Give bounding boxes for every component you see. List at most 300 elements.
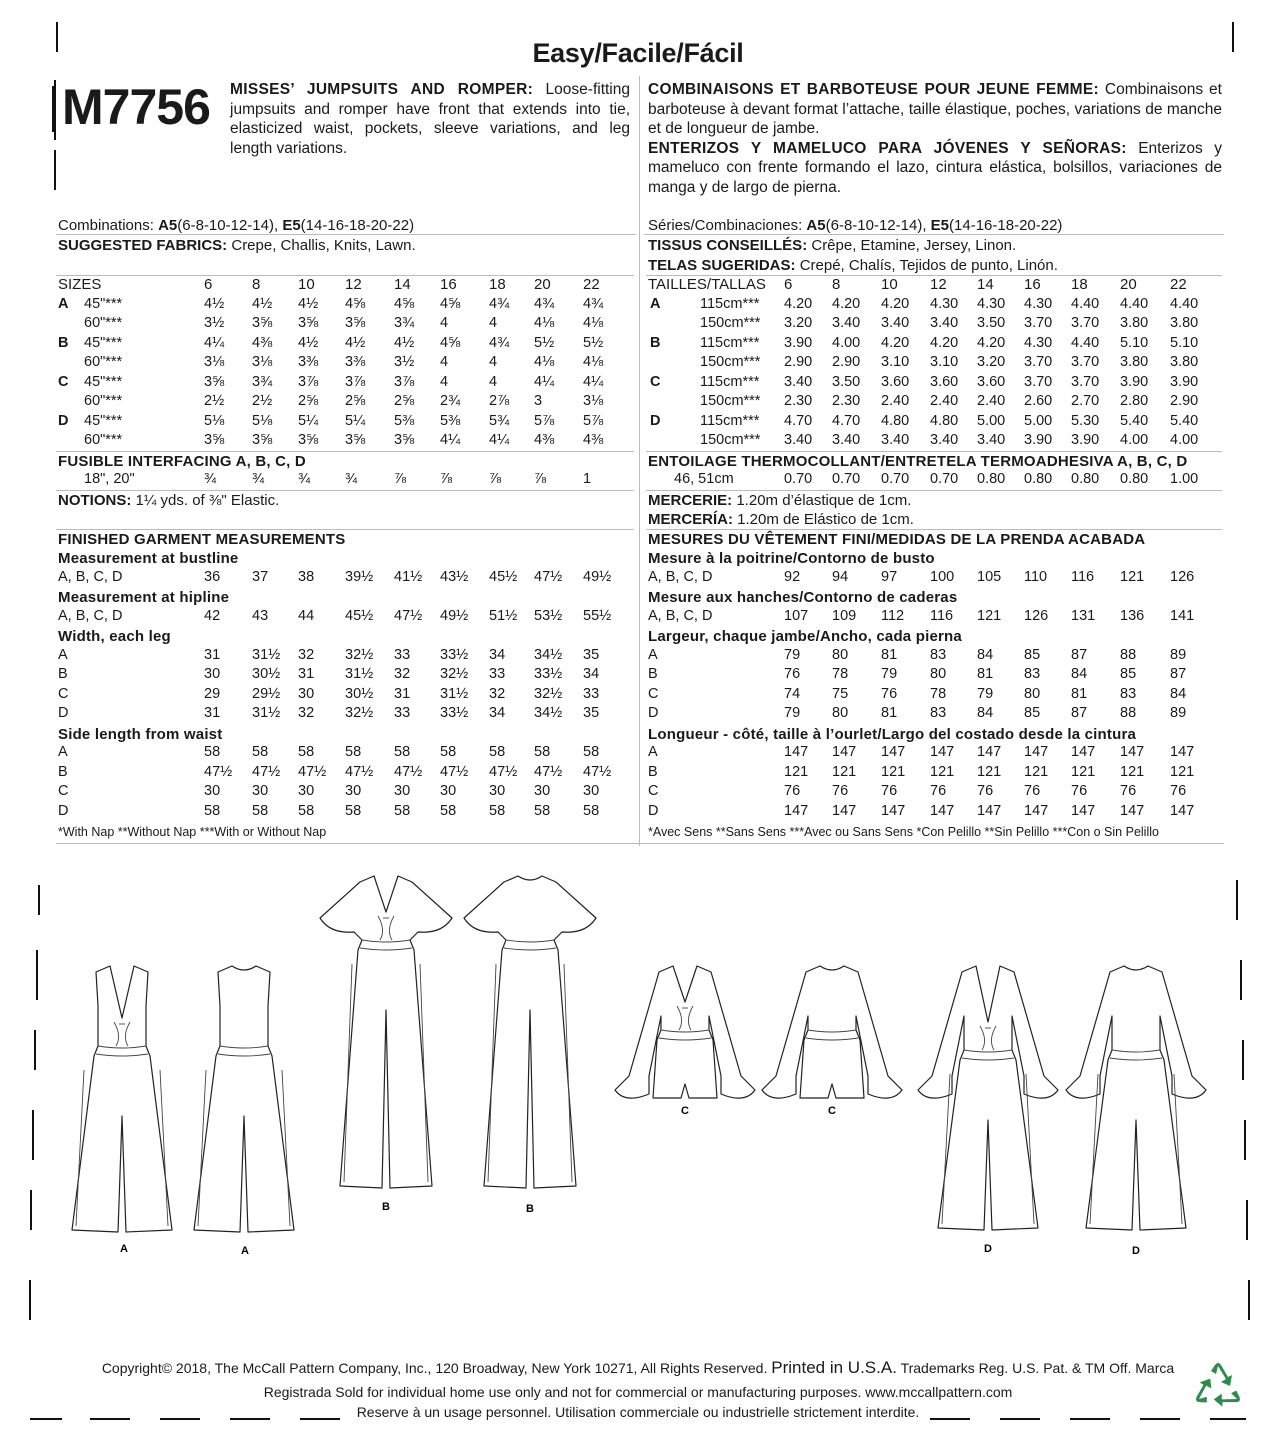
cell-value: 3.90: [1071, 432, 1100, 448]
cell-value: 78: [832, 666, 849, 682]
size-heading: 18: [1071, 276, 1088, 293]
cell-value: 3⅞: [394, 373, 415, 390]
cell-value: 3.50: [977, 315, 1006, 331]
cell-value: 2.40: [930, 393, 959, 409]
fabric-width: 60"***: [84, 354, 123, 370]
size-heading: 16: [1024, 276, 1041, 293]
sizes-label: TAILLES/TALLAS: [648, 276, 766, 293]
cell-value: 35: [583, 705, 600, 721]
cell-value: 3.60: [977, 373, 1006, 390]
cell-value: 147: [977, 744, 1002, 760]
cell-value: 83: [1120, 685, 1137, 702]
leg-width-row: [648, 705, 1224, 725]
cell-value: 147: [1170, 802, 1195, 819]
cell-value: 4¼: [489, 432, 510, 448]
cell-value: 3.70: [1024, 354, 1053, 370]
cell-value: 58: [252, 744, 269, 760]
yardage-row: [58, 432, 636, 452]
cell-value: 45½: [489, 568, 518, 585]
cell-value: 4.20: [930, 334, 959, 351]
cell-value: 3⅝: [204, 432, 225, 448]
cell-value: 81: [881, 705, 898, 721]
cell-value: 58: [489, 802, 506, 819]
yardage-row: [648, 432, 1224, 452]
cell-value: 76: [784, 783, 801, 799]
cell-value: 5.40: [1170, 412, 1199, 429]
cell-value: 4½: [298, 334, 319, 351]
cell-value: 34½: [534, 705, 563, 721]
cell-value: 43: [252, 607, 269, 624]
cell-value: 4.30: [977, 295, 1006, 312]
garment-outline: [320, 876, 452, 1188]
cell-value: 58: [534, 744, 551, 760]
cell-value: 3.70: [1024, 373, 1053, 390]
cell-value: 3.40: [930, 315, 959, 331]
cell-value: 47½: [298, 763, 327, 780]
cell-value: 126: [1024, 607, 1049, 624]
cell-value: 105: [977, 568, 1002, 585]
size-heading: 10: [298, 276, 315, 293]
fabric-width: A, B, C, D: [58, 568, 123, 585]
usage-line: Registrada Sold for individual home use only and not for commercial or manufacturing purposes. www.mccallpattern.com: [263, 1384, 1013, 1400]
cell-value: 84: [977, 705, 994, 721]
cell-value: 4.00: [832, 334, 861, 351]
side-length-row: [58, 744, 636, 764]
cell-value: 131: [1071, 607, 1096, 624]
cell-value: 55½: [583, 607, 612, 624]
cell-value: 34: [489, 646, 506, 663]
cell-value: 2⅝: [298, 393, 319, 409]
cell-value: 4.20: [881, 295, 910, 312]
cell-value: 4½: [204, 295, 225, 312]
cell-value: 30½: [345, 685, 374, 702]
cell-value: 58: [440, 744, 457, 760]
cell-value: 43½: [440, 568, 469, 585]
cell-value: 4⅝: [440, 295, 461, 312]
cell-value: ¾: [298, 471, 311, 487]
cell-value: 4⅜: [534, 432, 555, 448]
view-letter: D: [58, 412, 69, 429]
cell-value: 31½: [252, 646, 281, 663]
cell-value: 5¼: [345, 412, 366, 429]
cell-value: 5¼: [298, 412, 319, 429]
cell-value: 83: [930, 646, 947, 663]
cell-value: 53½: [534, 607, 563, 624]
finished-measurements-heading: FINISHED GARMENT MEASUREMENTS: [58, 530, 346, 548]
leg-width-heading: Largeur, chaque jambe/Ancho, cada pierna: [648, 628, 962, 645]
garment-outline: [72, 966, 172, 1232]
cell-value: 87: [1071, 646, 1088, 663]
fabric-width: 45"***: [84, 334, 123, 351]
cell-value: 121: [1120, 763, 1145, 780]
merceria-value: 1.20m de Elástico de 1cm.: [733, 511, 914, 528]
cell-value: 84: [1170, 685, 1187, 702]
cell-value: 35: [583, 646, 600, 663]
sizes-header: [648, 276, 1224, 296]
cell-value: 44: [298, 607, 315, 624]
fabric-width: 115cm***: [700, 295, 760, 312]
cell-value: 78: [930, 685, 947, 702]
cell-value: 147: [1120, 744, 1145, 760]
cell-value: 147: [1120, 802, 1145, 819]
cell-value: 81: [881, 646, 898, 663]
fabric-width: D: [648, 705, 659, 721]
cell-value: 3⅜: [298, 354, 319, 370]
cell-value: 3: [534, 393, 543, 409]
cell-value: 4.40: [1071, 334, 1100, 351]
view-letter: B: [650, 334, 661, 351]
cell-value: 2.70: [1071, 393, 1100, 409]
cell-value: 100: [930, 568, 955, 585]
cell-value: 4.40: [1071, 295, 1100, 312]
cell-value: ⅞: [440, 471, 453, 487]
cell-value: 5⅞: [583, 412, 604, 429]
recycle-arrow: [1213, 1383, 1243, 1410]
cell-value: 89: [1170, 646, 1187, 663]
cell-value: 3.20: [784, 315, 813, 331]
cell-value: 3⅝: [298, 432, 319, 448]
cell-value: 147: [1024, 802, 1049, 819]
cell-value: 30½: [252, 666, 281, 682]
cell-value: 75: [832, 685, 849, 702]
cell-value: 76: [1120, 783, 1137, 799]
leg-width-row: [648, 666, 1224, 686]
cell-value: 58: [252, 802, 269, 819]
cell-value: 4½: [298, 295, 319, 312]
page-title: Easy/Facile/Fácil: [532, 38, 744, 68]
cell-value: 31½: [252, 705, 281, 721]
cell-value: 5⅜: [394, 412, 415, 429]
telas-label: TELAS SUGERIDAS:: [648, 257, 796, 274]
cell-value: 32: [394, 666, 411, 682]
cell-value: 0.70: [832, 471, 861, 487]
side-length-heading: Side length from waist: [58, 725, 223, 743]
cell-value: 4⅝: [440, 334, 461, 351]
leg-width-row: [648, 647, 1224, 667]
fabric-width: A, B, C, D: [58, 607, 123, 624]
english-heading: MISSES’ JUMPSUITS AND ROMPER:: [230, 81, 534, 98]
recycle-arrow: [1190, 1377, 1220, 1407]
cell-value: 3.70: [1071, 354, 1100, 370]
cell-value: 147: [881, 802, 906, 819]
cell-value: 32½: [345, 705, 374, 721]
english-description-text: Loose-fitting jumpsuits and romper have front that extends into tie, elasticized waist, pockets, sleeve variations, and leg length variations.: [230, 81, 630, 157]
view-letter: B: [58, 334, 69, 351]
cell-value: 80: [930, 666, 947, 682]
size-heading: 22: [1170, 276, 1187, 293]
cell-value: 3.10: [930, 354, 959, 370]
yardage-row: [58, 393, 636, 413]
cell-value: 2⅞: [489, 393, 510, 409]
cell-value: 85: [1024, 646, 1041, 663]
cell-value: 30: [345, 783, 362, 799]
cell-value: 4.00: [1120, 432, 1149, 448]
cell-value: 3⅛: [204, 354, 225, 370]
cell-value: 4⅝: [394, 295, 415, 312]
cell-value: 121: [977, 607, 1002, 624]
cell-value: 3⅝: [345, 315, 366, 331]
fabric-width: C: [58, 685, 69, 702]
cell-value: 47½: [440, 763, 469, 780]
size-heading: 10: [881, 276, 898, 293]
combination-e5: E5: [282, 217, 301, 234]
cell-value: 74: [784, 685, 801, 702]
cell-value: 3.10: [881, 354, 910, 370]
cell-value: 37: [252, 568, 269, 585]
cell-value: 147: [930, 744, 955, 760]
cell-value: 81: [1071, 685, 1088, 702]
cell-value: 3.80: [1170, 315, 1199, 331]
cell-value: 31½: [440, 685, 469, 702]
cell-value: 5.30: [1071, 412, 1100, 429]
cell-value: 4⅛: [583, 315, 604, 331]
fabric-width: 115cm***: [700, 334, 760, 351]
interfacing-row: [648, 471, 1224, 491]
combinations-label-fr: Séries/Combinaciones:: [648, 217, 803, 234]
mercerie-value: 1.20m d’élastique de 1cm.: [732, 491, 912, 509]
cell-value: 29: [204, 685, 221, 702]
cell-value: 32: [489, 685, 506, 702]
garment-outline: [464, 876, 596, 1188]
cell-value: 92: [784, 568, 801, 585]
merceria-label: MERCERÍA:: [648, 511, 733, 528]
cell-value: 33: [394, 705, 411, 721]
cell-value: 4⅜: [252, 334, 273, 351]
cell-value: 2.30: [832, 393, 861, 409]
cell-value: 4⅝: [345, 295, 366, 312]
notions-label: NOTIONS:: [58, 491, 132, 509]
fabric-width: B: [58, 666, 68, 682]
cell-value: 2⅝: [394, 393, 415, 409]
cell-value: 4.30: [1024, 334, 1053, 351]
cell-value: 4¼: [534, 373, 555, 390]
size-heading: 8: [252, 276, 261, 293]
yardage-row: [58, 413, 636, 433]
cell-value: 49½: [440, 607, 469, 624]
cell-value: 5.10: [1170, 334, 1199, 351]
cell-value: 3.90: [784, 334, 813, 351]
cell-value: 30: [440, 783, 457, 799]
cell-value: 121: [784, 763, 809, 780]
cell-value: 3⅜: [345, 354, 366, 370]
notions: [58, 491, 279, 510]
cell-value: 5½: [534, 334, 555, 351]
cell-value: 51½: [489, 607, 518, 624]
bustline-heading: Measurement at bustline: [58, 550, 239, 567]
cell-value: 30: [204, 783, 221, 799]
cell-value: 5.40: [1120, 412, 1149, 429]
cell-value: 58: [298, 744, 315, 760]
cell-value: 3⅝: [394, 432, 415, 448]
cell-value: 83: [1024, 666, 1041, 682]
merceria: [648, 510, 914, 529]
cell-value: 31: [394, 685, 411, 702]
fabric-width: B: [58, 763, 68, 780]
cell-value: 29½: [252, 685, 281, 702]
cell-value: 30: [252, 783, 269, 799]
side-length-row: [58, 783, 636, 803]
cell-value: 47½: [534, 763, 563, 780]
mercerie: [648, 491, 911, 510]
cell-value: 76: [1024, 783, 1041, 799]
view-label: B: [382, 1201, 390, 1213]
size-heading: 6: [784, 276, 793, 293]
cell-value: 76: [881, 685, 898, 702]
side-length-row: [648, 764, 1224, 784]
cell-value: 76: [784, 666, 801, 682]
cell-value: 85: [1120, 666, 1137, 682]
cell-value: 88: [1120, 646, 1137, 663]
cell-value: 3.60: [930, 373, 959, 390]
cell-value: 3½: [394, 354, 415, 370]
fabric-width: D: [648, 802, 659, 819]
yardage-row: [648, 374, 1224, 394]
cell-value: 5½: [583, 334, 604, 351]
cell-value: 0.70: [930, 471, 959, 487]
cell-value: 3⅝: [204, 373, 225, 390]
fabric-width: D: [58, 705, 69, 721]
cell-value: 36: [204, 568, 221, 585]
fabric-width: A, B, C, D: [648, 568, 713, 585]
cell-value: 3½: [204, 315, 225, 331]
combination-a5-sizes-fr: (6-8-10-12-14),: [825, 217, 927, 234]
cell-value: 3.40: [832, 315, 861, 331]
cell-value: 4: [489, 373, 498, 390]
cell-value: 4: [440, 354, 449, 370]
cell-value: 1.00: [1170, 471, 1199, 487]
leg-width-row: [58, 647, 636, 667]
cell-value: 58: [583, 802, 600, 819]
leg-width-heading: Width, each leg: [58, 628, 171, 645]
cell-value: 4¼: [583, 373, 604, 390]
cell-value: 3⅝: [298, 315, 319, 331]
leg-width-row: [58, 705, 636, 725]
side-length-row: [648, 803, 1224, 823]
cell-value: 107: [784, 607, 809, 624]
fabric-width: 45"***: [84, 373, 123, 390]
fabric-width: 60"***: [84, 432, 123, 448]
cell-value: 147: [832, 744, 857, 760]
spanish-description-text: Enterizos y mameluco con frente formando el lazo, cintura elástica, bolsillos, variaciones de manga y de largo de pierna.: [648, 139, 1223, 196]
cell-value: 30: [204, 666, 221, 682]
cell-value: 4½: [345, 334, 366, 351]
cell-value: 3⅛: [583, 393, 604, 409]
fabric-width: 60"***: [84, 393, 123, 409]
cell-value: 4: [489, 315, 498, 331]
cell-value: ⅞: [534, 471, 547, 487]
cell-value: 32: [298, 705, 315, 721]
cell-value: 121: [832, 763, 857, 780]
cell-value: 147: [784, 744, 809, 760]
view-label: A: [241, 1245, 249, 1257]
cell-value: 147: [977, 802, 1002, 819]
cell-value: 4¾: [489, 295, 510, 312]
cell-value: 58: [583, 744, 600, 760]
cell-value: 38: [298, 568, 315, 585]
cell-value: 136: [1120, 607, 1145, 624]
cell-value: 141: [1170, 607, 1195, 624]
cell-value: 76: [881, 783, 898, 799]
cell-value: 58: [204, 744, 221, 760]
cell-value: 79: [881, 666, 898, 682]
size-heading: 14: [394, 276, 411, 293]
cell-value: 3.40: [881, 432, 910, 448]
tissus-label: TISSUS CONSEILLÉS:: [648, 237, 808, 254]
cell-value: 4½: [394, 334, 415, 351]
leg-width-row: [58, 686, 636, 706]
yardage-row: [648, 315, 1224, 335]
cell-value: 47½: [489, 763, 518, 780]
bustline-heading: Mesure à la poitrine/Contorno de busto: [648, 550, 935, 567]
cell-value: 4⅜: [583, 432, 604, 448]
cell-value: ⅞: [489, 471, 502, 487]
combination-e5-fr: E5: [930, 217, 950, 234]
yardage-row: [648, 393, 1224, 413]
cell-value: 3.80: [1120, 354, 1149, 370]
yardage-row: [58, 374, 636, 394]
spanish-heading: ENTERIZOS Y MAMELUCO PARA JÓVENES Y SEÑORAS:: [648, 139, 1127, 157]
fabric-width: 150cm***: [700, 354, 761, 370]
fabrics-label: SUGGESTED FABRICS:: [58, 237, 228, 254]
cell-value: 2.60: [1024, 393, 1053, 409]
cell-value: 32½: [345, 646, 374, 663]
cell-value: 0.80: [977, 471, 1006, 487]
size-heading: 20: [1120, 276, 1137, 293]
cell-value: 2.40: [881, 393, 910, 409]
cell-value: 3¾: [394, 315, 415, 331]
cell-value: 30: [489, 783, 506, 799]
cell-value: 33½: [534, 666, 563, 682]
cell-value: 5.00: [977, 412, 1006, 429]
view-label: C: [681, 1105, 689, 1117]
cell-value: 4⅛: [534, 354, 555, 370]
cell-value: 121: [930, 763, 955, 780]
size-heading: 16: [440, 276, 457, 293]
yardage-row: [648, 296, 1224, 316]
cell-value: 47½: [394, 763, 423, 780]
yardage-row: [58, 354, 636, 374]
cell-value: ¾: [204, 471, 217, 487]
garment-outline: [194, 966, 294, 1232]
cell-value: 33: [583, 685, 600, 702]
cell-value: 58: [440, 802, 457, 819]
cell-value: 3⅝: [345, 432, 366, 448]
leg-width-row: [58, 666, 636, 686]
view-letter: A: [650, 295, 661, 312]
cell-value: 79: [784, 705, 801, 721]
cell-value: 3.40: [784, 432, 813, 448]
side-length-heading: Longueur - côté, taille à l’ourlet/Largo del costado desde la cintura: [648, 725, 1137, 743]
cell-value: 45½: [345, 607, 374, 624]
cell-value: 39½: [345, 568, 374, 585]
cell-value: 2⅝: [345, 393, 366, 409]
side-length-row: [648, 744, 1224, 764]
cell-value: 0.80: [1120, 471, 1149, 487]
yardage-row: [648, 354, 1224, 374]
cell-value: 87: [1170, 666, 1187, 682]
fabric-width: B: [648, 763, 658, 780]
interfacing-heading: FUSIBLE INTERFACING A, B, C, D: [58, 452, 306, 470]
cell-value: 32½: [534, 685, 563, 702]
cell-value: 2½: [252, 393, 273, 409]
french-description-text: Combinaisons et barboteuse à devant format l’attache, taille élastique, poches, variations de manche et de longueur de jambe.: [648, 81, 1222, 137]
cell-value: 2.90: [784, 354, 813, 370]
cell-value: 76: [1071, 783, 1088, 799]
cell-value: 47½: [252, 763, 281, 780]
cell-value: 2.40: [977, 393, 1006, 409]
cell-value: 2½: [204, 393, 225, 409]
cell-value: 4.20: [977, 334, 1006, 351]
